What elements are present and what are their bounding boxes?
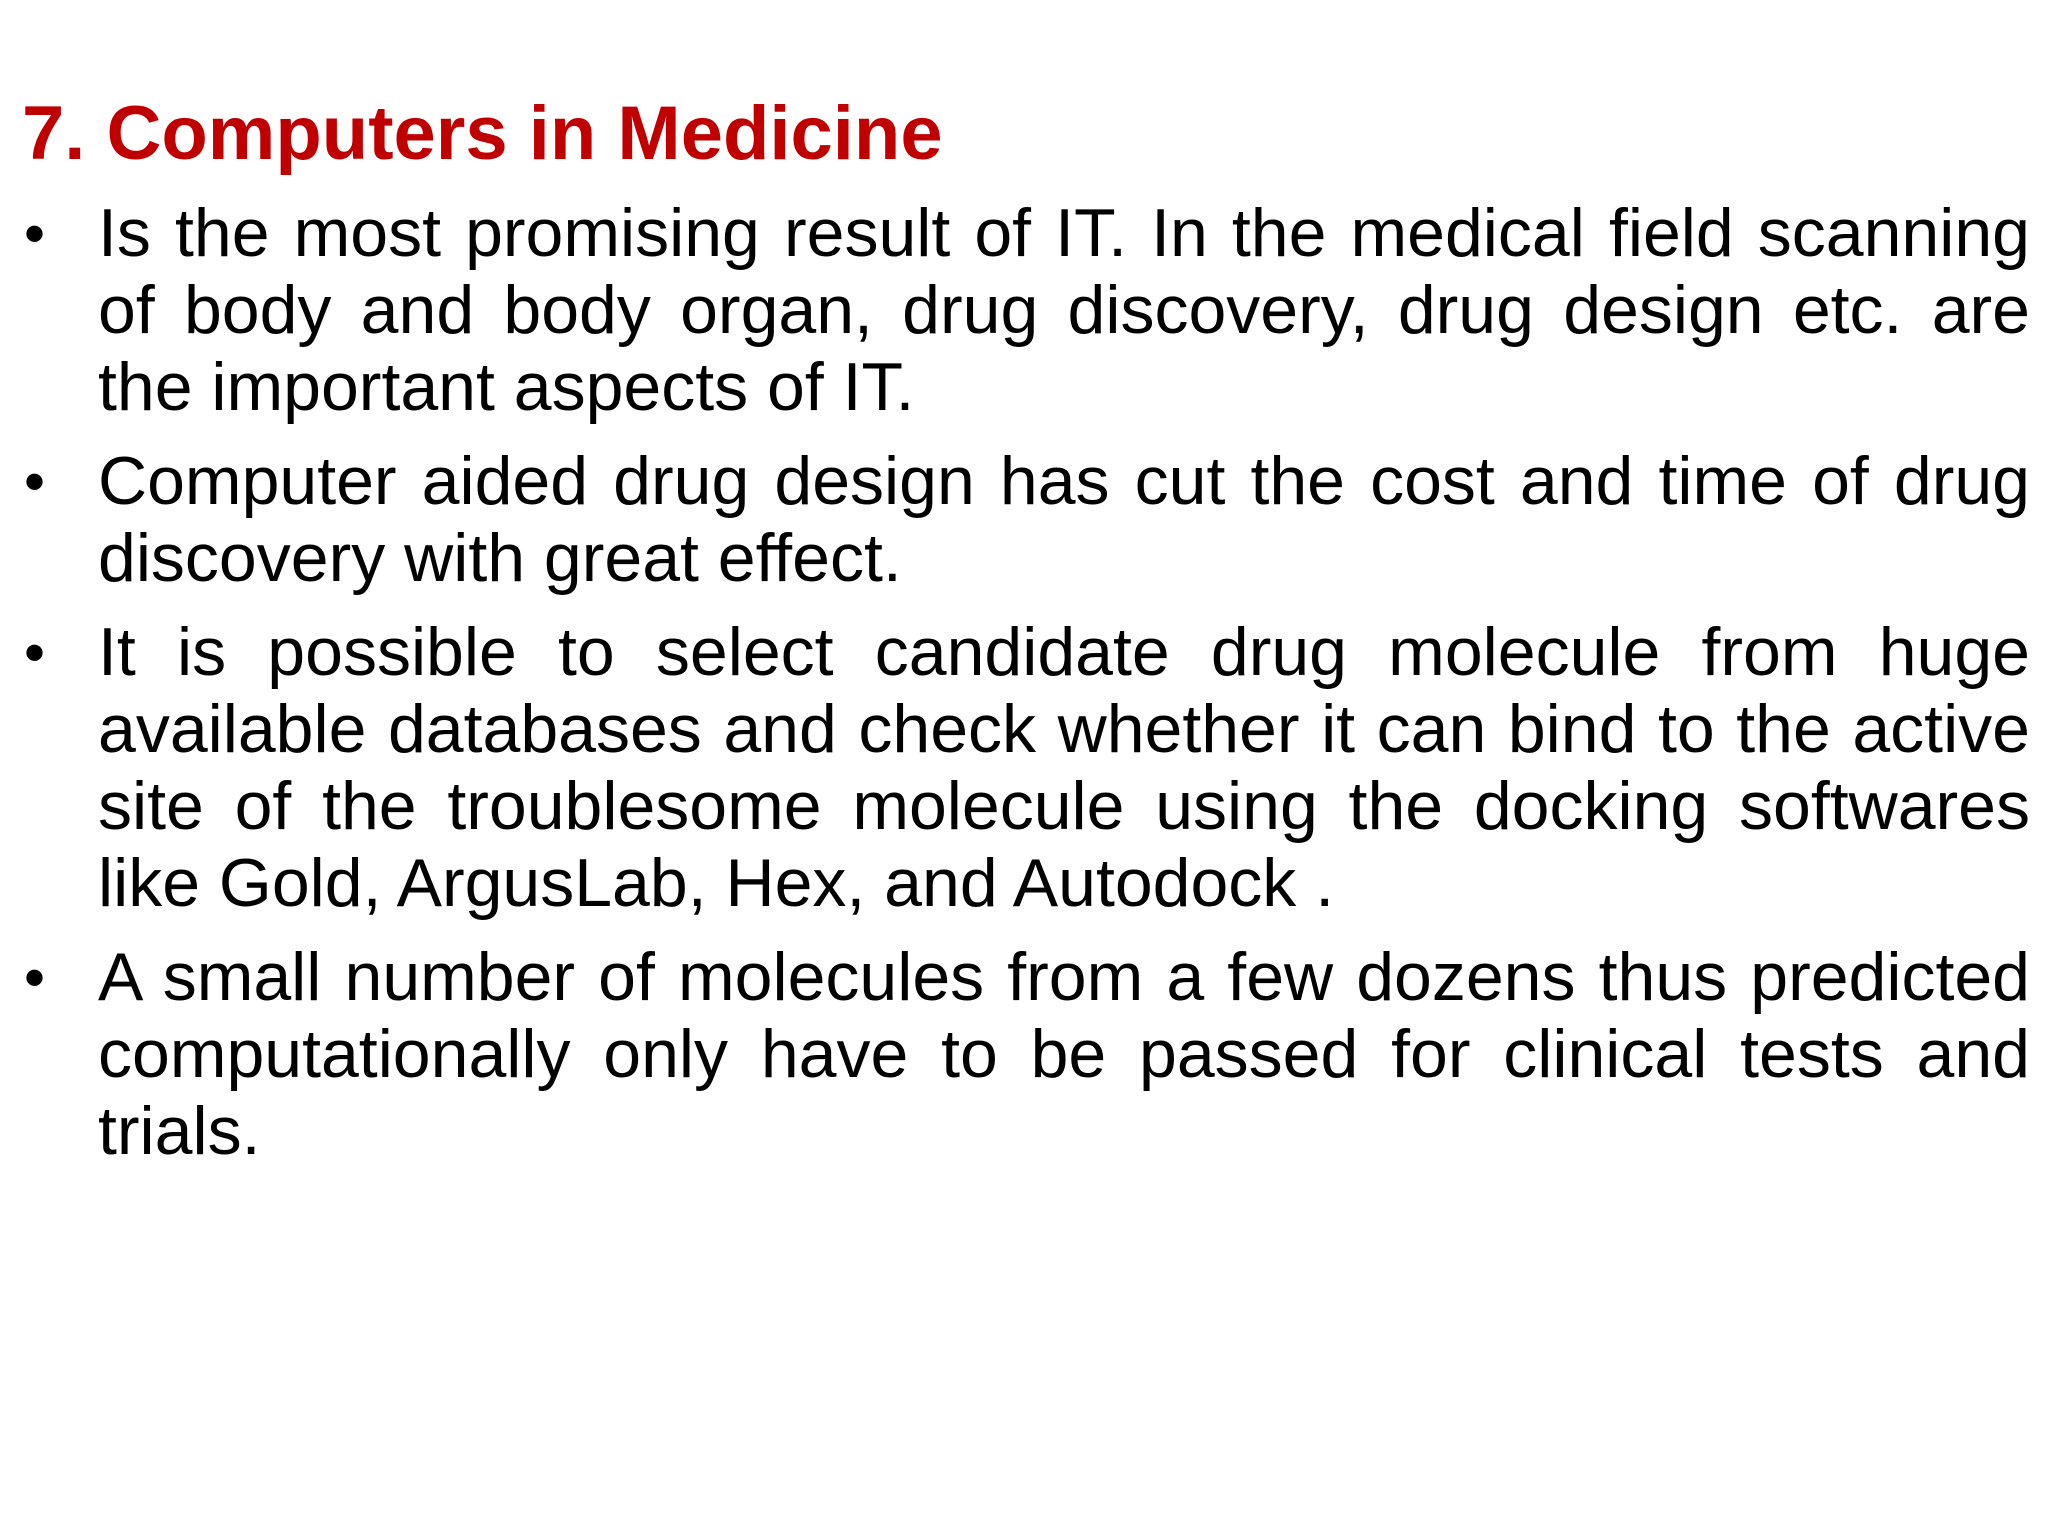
slide-title: 7. Computers in Medicine: [22, 91, 943, 176]
bullet-text: Computer aided drug design has cut the cost and time of drug discovery with great effect.: [98, 443, 2030, 596]
bullet-marker: •: [24, 619, 46, 686]
bullet-text: It is possible to select candidate drug molecule from huge available databases and check whether it can bind to the active site of the troublesome molecule using the docking softwares like Gold, ArgusLab, Hex, and Autodock .: [98, 614, 2030, 921]
bullet-item: [0, 939, 2030, 1170]
bullet-marker: •: [24, 200, 46, 267]
bullet-item: [0, 195, 2030, 426]
bullet-marker: •: [24, 448, 46, 515]
bullet-list: [0, 195, 2030, 1187]
bullet-item: [0, 443, 2030, 597]
bullet-text: A small number of molecules from a few dozens thus predicted computationally only have to be passed for clinical tests and trials.: [98, 939, 2030, 1169]
bullet-marker: •: [24, 944, 46, 1011]
bullet-item: [0, 614, 2030, 922]
bullet-text: Is the most promising result of IT. In the medical field scanning of body and body organ, drug discovery, drug design etc. are the important aspects of IT.: [98, 195, 2030, 425]
